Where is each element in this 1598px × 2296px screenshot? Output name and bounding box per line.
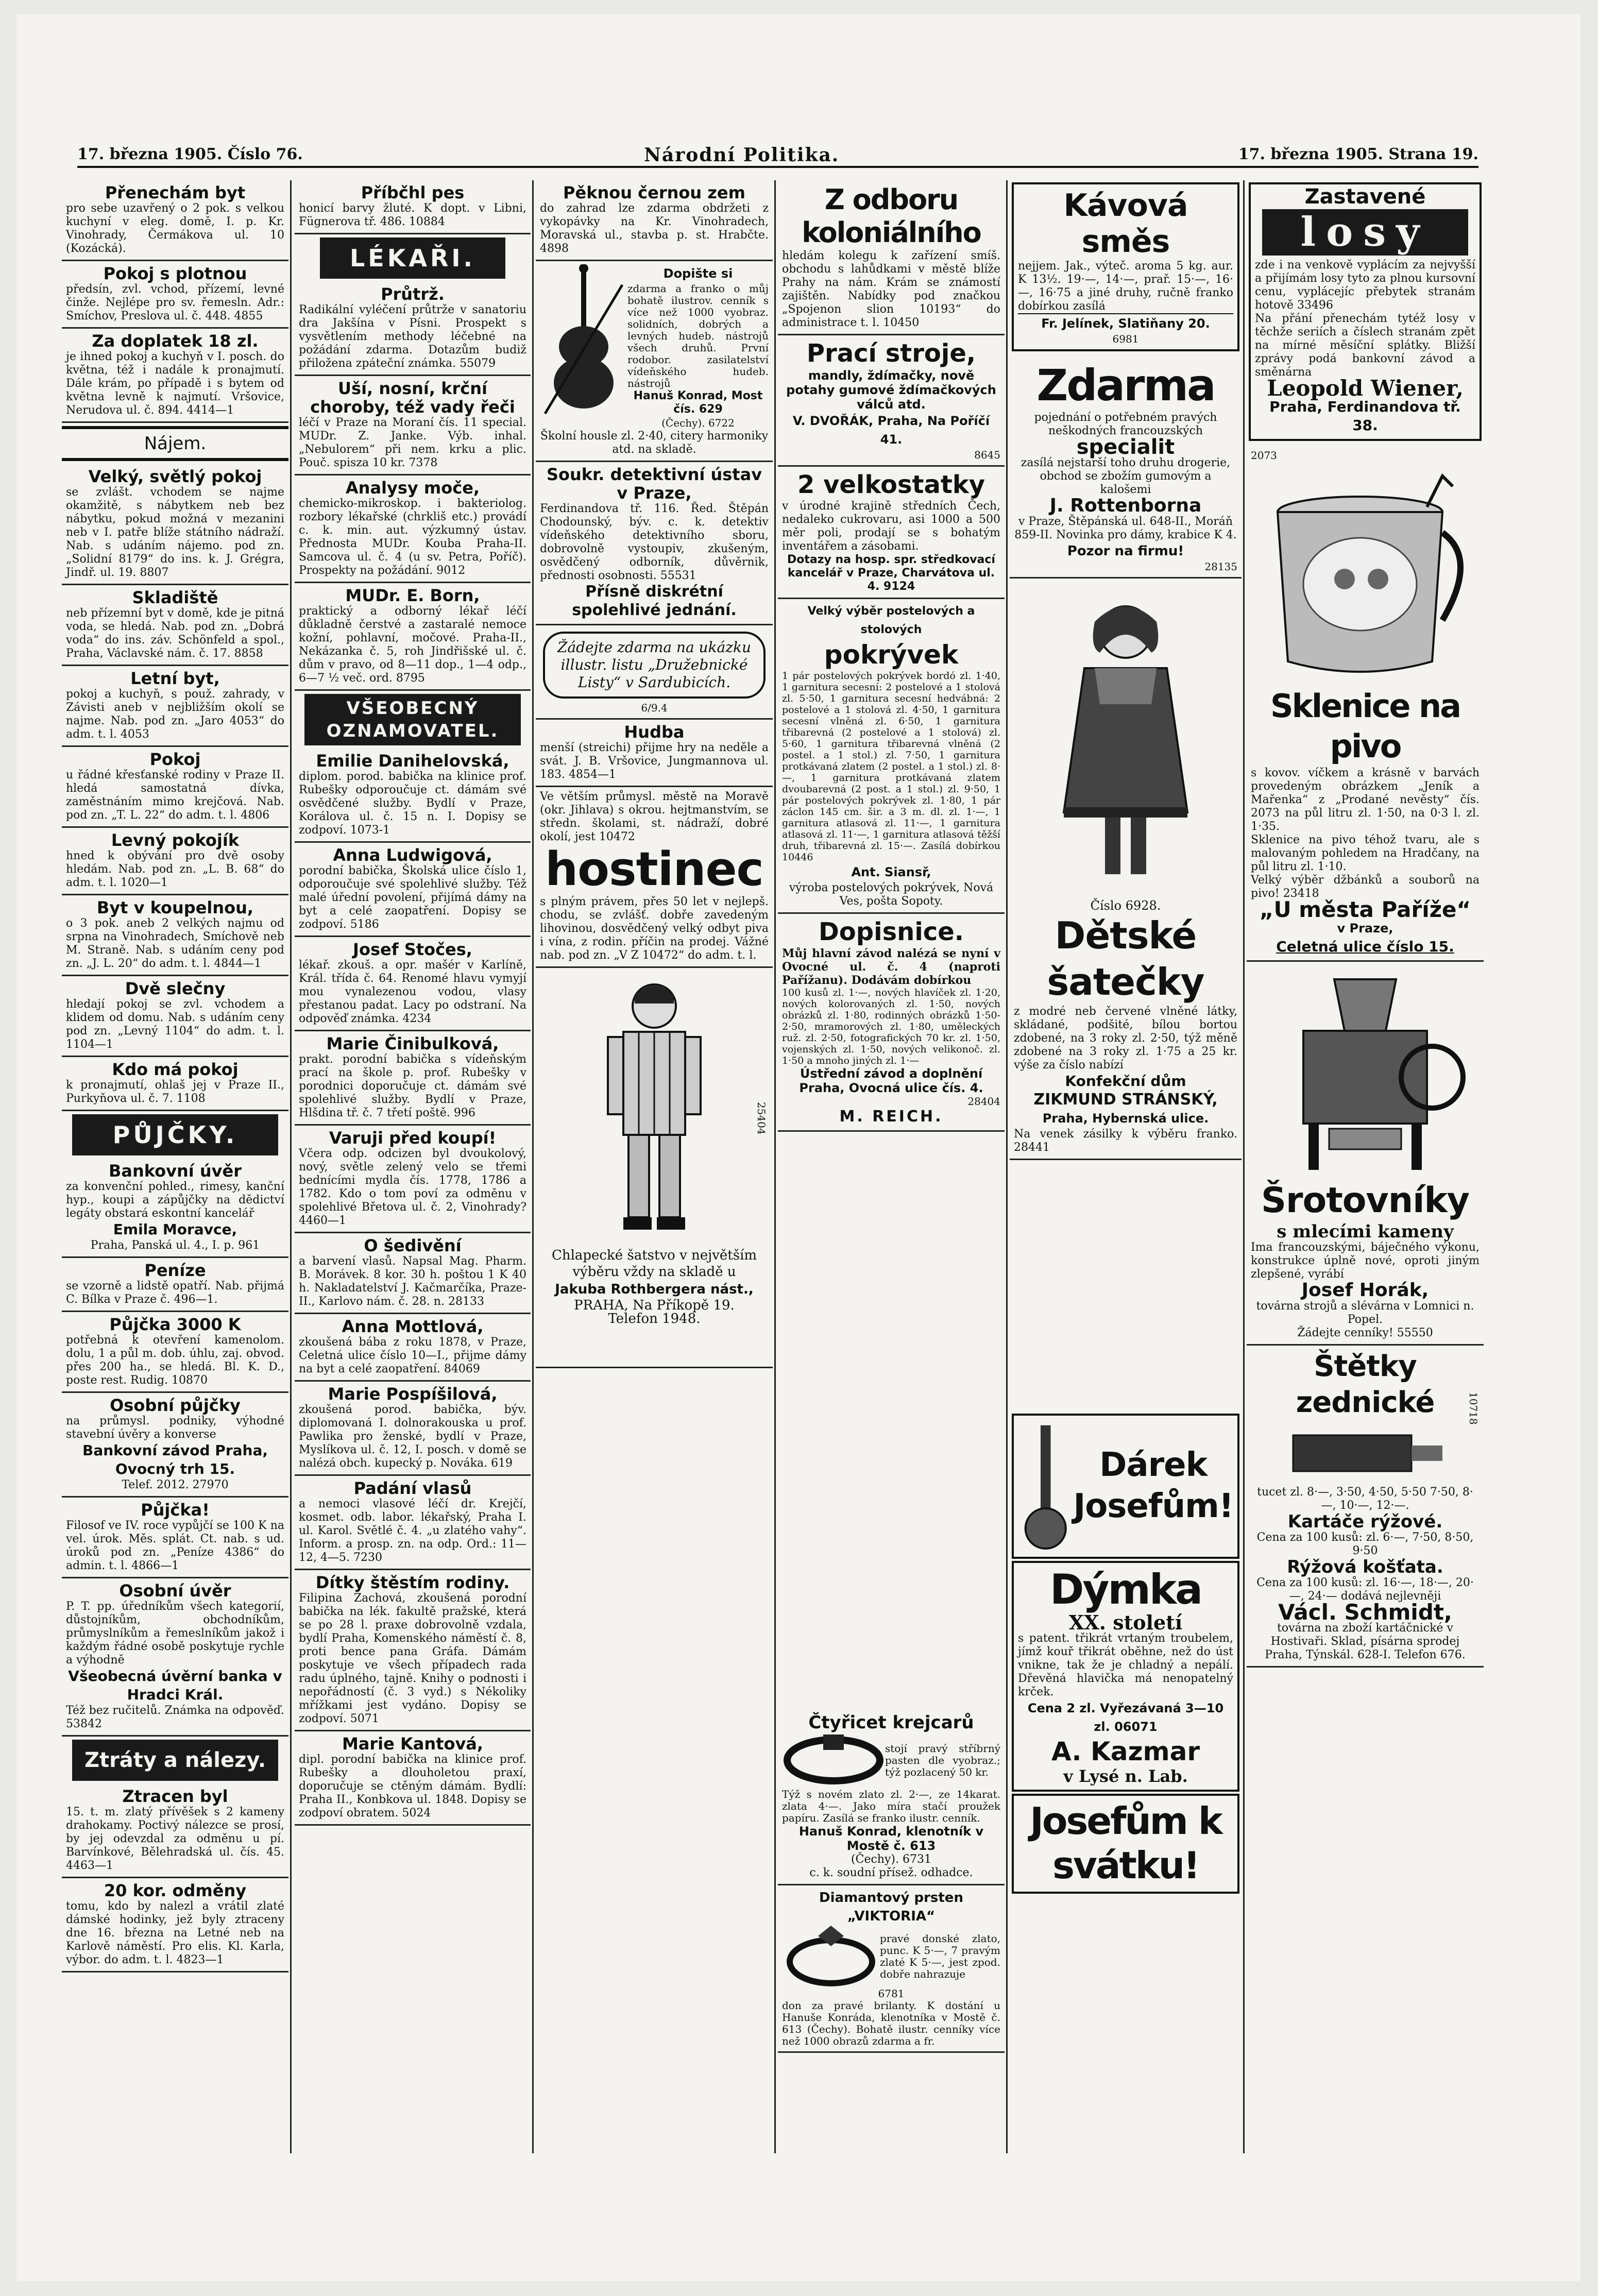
ad-text: Týž s novém zlato zl. 2·—, ze 14karat. zlata 4·—. Jako míra stačí proužek papíru. Zasílá se franko ilustr. cenník. [782,1788,1000,1824]
section-banner-general: VŠEOBECNÝ OZNAMOVATEL. [304,694,521,745]
ad-contact: Dotazy na hosp. spr. středkovací kancelář v Praze, Charvátova ul. 4. 9124 [787,553,995,593]
classified-ad [295,376,531,475]
ad-text: Na venek zásilky k výběru franko. 28441 [1014,1128,1237,1154]
ad-text: pojednání o potřebném pravých neškodných francouzských [1034,411,1217,437]
ad-text: neb přízemní byt v domě, kde je pitná voda, se hledá. Nab. pod zn. „Dobrá voda“ do ins. záv. Schönfeld a spol., Praha, Václavské nám. č. 17. 8858 [66,607,284,660]
ad-text: Chlapecké šatstvo v největším výběru vždy na skladě u [551,1248,757,1280]
ad-subheadline: Konfekční dům [1065,1073,1186,1090]
ad-text: Můj hlavní závod nalézá se nyní v Ovocné ul. č. 4 (naproti Pařížanu). Dodávám dobírkou [782,947,1000,987]
ad-heading: Uší, nosní, krční choroby, též vady řeči [310,379,515,417]
ad-address: Též bez ručitelů. Známka na odpověď. 53842 [66,1704,284,1730]
ad-firm: Hanuš Konrad, Most čís. 629 [633,389,763,416]
ad-heading: Emilie Danihelovská, [316,751,509,771]
page-header [77,145,1478,168]
column-4-lower [1010,1411,1242,1896]
ad-text: hledám kolegu k zařízení smíš. obchodu s lahůdkami v městě blíže Prahy na nám. Krám se známostí zajištěn. Nabídky pod značkou „Spojenon slion 10193“ do administrace t. l. 10450 [782,249,1000,329]
ad-heading: Velký, světlý pokoj [88,467,262,486]
ring-ad [778,1885,1005,2053]
ad-number: 28135 [1204,560,1237,573]
column-mid-lower [778,1710,1005,2053]
classified-ad [295,843,531,937]
ad-headline: Dárek Josefům! [1073,1446,1233,1525]
classified-ad [62,1057,288,1111]
ad-heading: Hudba [624,722,685,742]
ad-headline: losy [1262,209,1468,256]
ad-heading: Letní byt, [130,669,220,688]
ad-text: na průmysl. podniky, výhodné stavební úvěry a konverse [66,1415,284,1441]
ad-text: zdarma a franko o můj bohatě ilustrov. cenník s více než 1000 vyobraz. solidních, dobrých a levných hudeb. nástrojů všech druhů. První rodobor. zasilatelství vídeňského hudeb. nástrojů [627,282,769,389]
beer-stein-illustration [1257,466,1473,682]
ad-firm: „U města Paříže“ [1259,897,1471,922]
ad-text: potřebná k otevření kamenolom. dolu, 1 a půl m. dob. úhlu, zaj. obvod. přes 200 ha., se hledá. Bl. K. D., poste rest. Rudig. 10870 [66,1334,284,1387]
ad-text: diplom. porod. babička na klinice prof. Rubešky odporoučuje ct. dámám své osvědčené služby. Bydlí v Praze, Korálova ul. č. 15 n. I. Dopisy se zodpoví. 1073-1 [299,770,526,837]
ad-text: hned k obývání pro dvě osoby hledám. Nab. pod zn. „L. B. 68“ do adm. t. l. 1020—1 [66,849,284,889]
ad-text: pravé donské zlato, punc. K 5·—, 7 pravým zlaté K 5·—, jest zpod. dobře nahrazuje [880,1932,1000,1980]
column-rule [532,180,534,2153]
ad-subheadline: specialit [1076,435,1175,459]
ad-headline: Dýmka [1049,1566,1202,1613]
grinder-ad [1247,962,1484,1346]
ad-text: s plným právem, přes 50 let v nejlepš. chodu, se zvlášť. dobře zavedeným lihovinou, dosvědčený velký odbyt piva i vína, z rodin. příčin na prodej. Vážné nab. pod zn. „V Z 10472“ do adm. t. l. [540,895,769,962]
ad-text: k pronajmutí, ohlaš jej v Praze II., Purkyňova ul. č. 7. 1108 [66,1079,284,1105]
ad-number: 10718 [1467,1392,1480,1425]
ad-firm: Jakuba Rothbergera nást., [555,1282,754,1297]
classified-ad [62,585,288,666]
classified-ad [295,583,531,691]
ad-headline: Sklenice na pivo [1270,687,1460,765]
classified-ad [62,1312,288,1393]
ad-heading: Dítky štěstím rodiny. [315,1573,510,1592]
ad-headline: Kávová směs [1063,188,1188,260]
ad-heading: Dopište si [663,266,733,281]
column-3 [536,180,773,1368]
ad-headline: 2 velkostatky [797,470,985,499]
ad-address: Telef. 2012. 27970 [122,1478,229,1491]
ad-subheadline: Kartáče rýžové. [1287,1511,1443,1532]
ad-text: zkoušená bába z roku 1878, v Praze, Celetná ulice číslo 10—I., přijme dámy na byt a celé zaopatření. 84069 [299,1336,526,1375]
ad-heading: Marie Činibulková, [326,1034,499,1053]
column-mid [778,180,1005,1132]
ad-text: se vzorně a lidstě opatří. Nab. přijmá C. Bílka v Praze č. 496—1. [66,1280,284,1306]
classified-ad [62,1498,288,1578]
ad-text: v úrodné krajině středních Čech, nedaleko cukrovaru, asi 1000 a 500 měr poli, prodají se s bohatým inventářem a zásobami. [782,500,1000,553]
ad-heading: Průtrž. [381,284,445,304]
ad-text: honicí barvy žluté. K dopt. v Libni, Fügnerova tř. 486. 10884 [299,202,526,228]
ad-heading: MUDr. E. Born, [345,586,480,605]
ad-heading: Bankovní úvěr [108,1161,242,1181]
ad-text: Ima francouzskými, báječného výkonu, konstrukce úplně nové, oproti jiným zlepšené, vyrábí [1251,1241,1480,1281]
column-rule [774,180,776,2153]
header-date-page: 17. března 1905. Strana 19. [1238,145,1478,163]
classified-ad [62,1393,288,1498]
ad-text: praktický a odborný lékař léčí důkladně čerstvé a zastaralé nemoce kožní, pohlavní, močové. Praha-II., Nekázanka č. 5, roh Jindřišské ul. č. dům v pravo, od 8—11 dop., 1—4 odp., 6—7 ½ več. ord. 8795 [299,605,526,685]
ad-text: P. T. pp. úředníkům všech kategorií, důstojníkům, obchodníkům, průmyslníkům a řemeslníkům jakož i každým řádné osobě poskytuje rychle a výhodně [66,1600,284,1666]
ad-text: Ve větším průmysl. městě na Moravě (okr. Jihlava) s okrou. hejtmanstvím, se středn. školami, st. nádraží, dobré okolí, jest 10472 [540,790,769,843]
ad-subheadline: s mlecími kameny [1277,1221,1454,1242]
ad-heading: Půjčka 3000 K [109,1315,241,1334]
ad-text: zde i na venkově vyplácím za nejvyšší a přijímám losy tyto za plnou kursovní cenu, vyplácejíc přebytek stranám hotově 33496 [1255,259,1475,312]
ad-subheadline: XX. století [1068,1611,1183,1634]
classified-ad [62,1578,288,1737]
ad-number: 8645 [974,449,1000,461]
classified-ad [62,828,288,895]
newsletter-ad [536,625,773,720]
section-banner-lost-found: Ztráty a nálezy. [72,1740,278,1781]
ad-address: v Lysé n. Lab. [1063,1766,1188,1786]
ad-street: Celetná ulice číslo 15. [1276,938,1454,955]
ad-address: PRAHA, Na Příkopě 19. [574,1298,735,1313]
ad-headline: Šrotovníky [1261,1180,1470,1221]
pipe-illustration [1018,1419,1073,1553]
ad-text: tomu, kdo by nalezl a vrátil zlaté dámské hodinky, jež byly ztraceny dne 16. března na Letné neb na Karlově náměstí. Pro elis. Kl. Karla, výbor. do adm. t. l. 4823—1 [66,1900,284,1966]
ad-price: Cena 2 zl. Vyřezávaná 3—10 zl. 06071 [1027,1701,1224,1734]
ad-text: porodní babička, Školská ulice číslo 1, odporoučuje své spolehlivé služby. Též malé úřední povolení, přijímá dámy na byt a celé zaopatření. Dopisy se zodpoví. 5186 [299,864,526,931]
ad-text: Velký výběr džbánků a souborů na pivo! 23418 [1251,874,1480,900]
classified-ad [295,180,531,234]
ad-heading: Padání vlasů [353,1478,472,1498]
newspaper-title: Národní Politika. [644,144,840,166]
column-rule [290,180,292,2153]
ad-heading: 20 kor. odměny [104,1881,247,1900]
ad-firm: Josef Horák, [1301,1280,1429,1301]
ad-text: 100 kusů zl. 1·—, nových hlavíček zl. 1·20, nových kolorovaných zl. 1·50, nových obrázků zl. 1·80, rodinných obrázků 1·50-2·50, mramorových zl. 1·80, uměleckých ruž. zl. 2·50, fotografických 70 kr. zl. 1·50, vojenských zl. 1·50, nových velikonoč. zl. 1·50 a mnoho jiných zl. 1·— [782,987,1000,1066]
inn-ad [536,787,773,968]
ad-heading: Skladiště [132,588,218,607]
ad-headline: Štětky zednické [1296,1350,1435,1419]
section-banner-loans: PŮJČKY. [72,1114,278,1155]
ad-address: v Praze, [1337,921,1393,936]
ad-text: léčí v Praze na Moraní čís. 11 special. MUDr. Z. Janke. Výb. inhal. „Nebulorem“ při nem. krku a plic. Pouč. spisza 10 kr. 7378 [299,416,526,469]
ad-text: Na přání přenechám tytéž losy v těchže seriích a číslech stranám zpět na mírné měsíční splátky. Bližší zprávy podá bankovní závod a směnárna [1255,312,1475,379]
ad-text: s patent. třikrát vrtaným troubelem, jímž kouř třikrát oběhne, než do úst vnikne, tak že je chladný a nepálí. Dřevěná hlavička má nenopatelný krček. [1018,1632,1233,1698]
ad-subheadline: Velký výběr postelových a stolových [807,605,975,636]
violin-illustration [540,264,627,419]
classified-ad [295,1126,531,1233]
ad-heading: Anna Mottlová, [342,1317,484,1336]
ad-text: prakt. porodní babička s vídeňským prací na škole p. prof. Rubešky v porodnici doporučuje ct. dámám své spolehlivé služby. Bydlí v Praze, Hlšdina tř. č. 7 třetí poště. 996 [299,1053,526,1119]
ad-text: Cena za 100 kusů: zl. 16·—, 18·—, 20·—, 24·— dodává nejlevněji [1256,1576,1474,1603]
ad-text: tucet zl. 8·—, 3·50, 4·50, 5·50 7·50, 8·—, 10·—, 12·—. [1257,1486,1473,1512]
beer-glass-ad [1247,446,1484,962]
classified-ad [778,467,1005,599]
ad-firm: Hanuš Konrad, klenotník v Mostě č. 613 [798,1824,984,1853]
ad-text: předsín, zvl. vchod, přízemí, levné činže. Nejlépe pro sv. řemesln. Adr.: Smíchov, Preslova ul. č. 448. 4855 [66,283,284,322]
classified-ad [62,1784,288,1878]
bracelet-ad [778,1710,1005,1885]
ad-heading: Analysy moče, [345,478,480,498]
ad-address: v Praze, Štěpánská ul. 648-II., Moráň 859-II. Novinka pro dámy, krabice K 4. [1014,515,1237,541]
classified-ad [295,475,531,583]
ad-heading: Osobní půjčky [110,1396,241,1415]
ad-number: 25404 [755,1102,768,1135]
ad-address: (Čechy). 6722 [661,417,735,429]
ad-signature: M. REICH. [839,1108,943,1126]
ad-text: don za pravé brilanty. K dostání u Hanuše Konráda, klenotníka v Mostě č. 613 (Čechy). Bohatě ilustr. cenníky více než 1000 obrazů zdarma a fr. [782,1999,1000,2047]
classified-ad [295,937,531,1031]
ad-heading: Osobní úvěr [119,1581,231,1601]
grinder-illustration [1262,969,1468,1175]
ad-text: Radikální vyléčení průtrže v sanatoriu dra Jakšína v Písni. Prospekt s vysvětlením methody léčebné na požádání zdarma. Dotazům budiž přiložena zpáteční známka. 55079 [299,303,526,370]
ad-firm: Emila Moravce, [113,1221,237,1238]
ad-firm: Bankovní závod Praha, Ovocný trh 15. [82,1442,268,1477]
ad-text: Včera odp. odcizen byl dvoukolový, nový, světle zelený velo se třemi bednícími mydla čís. 1778, 1786 a 1782. Kdo o tom poví za odměnu v spolehlivé Břetova ul. č. 2, Vinohrady? 4460—1 [299,1147,526,1227]
ad-headline: Diamantový prsten „VIKTORIA“ [819,1890,963,1924]
ad-firm: A. Kazmar [1051,1737,1200,1766]
childrens-clothing-ad [536,968,773,1368]
classified-ad [536,180,773,261]
ad-text: nejjem. Jak., výteč. aroma 5 kg. aur. K 13½. 19·—, 14·—, prař. 15·—, 16·—, 16·75 a jiné druhy, ručně franko dobírkou zasílá [1018,260,1233,313]
ad-slogan: Přísně diskrétní spolehlivé jednání. [572,583,737,619]
ad-text: menší (streichi) přijme hry na neděle a svát. J. B. Vršovice, Jungmannova ul. 183. 4854—1 [540,741,769,781]
ad-headline: hostinec [545,842,763,896]
ad-heading: Marie Kantová, [342,1734,484,1754]
classified-ad [62,666,288,747]
ad-firm: Všeobecná úvěrní banka v Hradci Král. [68,1668,282,1703]
ad-heading: Pokoj s plotnou [103,264,247,283]
classified-ad [62,747,288,828]
ad-text: pokoj a kuchyň, s použ. zahrady, v Závisti aneb v nejbližším okolí se najme. Nab. pod zn. „Jaro 4053“ do adm. t. l. 4053 [66,688,284,741]
ad-item-number: Číslo 6928. [1090,898,1161,913]
ad-firm: Leopold Wiener, [1267,376,1464,401]
ad-heading: Marie Pospíšilová, [328,1384,498,1404]
classified-ad [62,261,288,329]
ad-text: dipl. porodní babička na klinice prof. Rubešky a dlouholetou praxí, doporučuje se ctěným dámám. Bydlí: Praha II., Konbkova ul. 1848. Dopisy se zodpoví obratem. 5024 [299,1753,526,1819]
ad-text: Ferdinandova tř. 116. Řed. Štěpán Chodounský, býv. c. k. detektiv vídeňského detektivního sboru, dobrovolně vystoupiv, zkušeným, osvědčený odborník, důvěrnik, přednosti osobnosti. 55531 [540,502,769,582]
classified-ad [778,914,1005,1132]
name-day-ad [1012,1794,1239,1894]
ad-heading: Byt v koupelnou, [96,898,254,917]
pipe-ad [1012,1561,1239,1792]
ad-heading: Přenechám byt [105,183,246,202]
ad-subheadline: Zastavené [1304,185,1426,209]
column-rule [1243,180,1245,2153]
ad-text: do zahrad lze zdarma obdržeti z vykopávky na Kr. Vinohradech, Moravská ul., stavba p. st. Hrabčte. 4898 [540,202,769,255]
ad-text: u řádné křesťanské rodiny v Praze II. hledá samostatná dívka, zaměstnáním mimo krejčová. Nab. pod zn. „T. L. 22“ do adm. t. l. 4806 [66,769,284,822]
ad-address: Praha, Ferdinandova tř. 38. [1269,398,1461,434]
ad-firm: Václ. Schmidt, [1278,1600,1452,1625]
classified-ad [295,1382,531,1476]
ad-headline: Z odboru koloniálního [802,183,981,249]
violin-ad [536,261,773,462]
ad-heading: Josef Stočes, [353,940,472,959]
ad-text: se zvlášt. vchodem se najme okamžitě, s nábytkem neb bez nábytku, pokud možná v mezanini neb v I. patře blíže státního nádraží. Nab. s udáním nájemo. pod zn. „Solidní 8179“ do ins. k. J. Grégra, Jindř. ul. 19. 8807 [66,486,284,579]
lottery-ad [1249,182,1482,441]
classified-ad [62,895,288,976]
classified-ad [295,282,531,376]
ad-text: 15. t. m. zlatý přívěšek s 2 kameny drahokamy. Poctivý nálezce se prosí, by jej odevzdal za odměnu u pí. Barvínkové, Bělehradská ul. čís. 45. 4463—1 [66,1806,284,1872]
ad-text: zasílá nejstarší toho druhu drogerie, obchod se zbožím gumovým a kalošemi [1021,456,1231,496]
free-brochure-ad [1010,356,1242,579]
ad-address: továrna na zboží kartáčnické v Hostivaři. Sklad, písárna sprodej Praha, Týnskál. 628-I. Telefon 676. [1265,1622,1466,1661]
classified-ad [62,329,288,423]
ad-text: za konvenční pohled., rimesy, kanční hyp., koupi a zápůjčky na dědictví legáty obstará eskontní kancelář [66,1180,284,1220]
ad-number: 6781 [878,1987,905,2000]
ad-heading: O šedivění [364,1236,462,1255]
classified-ad [62,1878,288,1972]
ad-text: je ihned pokoj a kuchyň v I. posch. do května, též i nadále k pronajmutí. Dále krám, po případě i s bytem od května levně k najmutí. Vršovice, Nerudova ul. č. 894. 4414—1 [66,350,284,417]
ad-text: mandly, ždímačky, nově potahy gumové ždímačkových válců atd. [786,368,996,412]
ad-headline: Dětské šatečky [1047,914,1204,1004]
classified-ad [295,1031,531,1126]
ad-address: (Čechy). 6731 [851,1853,931,1866]
ad-heading: Soukr. detektivní ústav v Praze, [546,465,762,503]
ad-text: zkoušená porod. babička, býv. diplomovaná I. dolnorakouska u prof. Pawlika pro ženské, bydlí v Praze, Myslíkova ul. č. 12, I. posch. v domě se nalézá obch. kupecký p. Nováka. 619 [299,1403,526,1470]
ad-phone: Telefon 1948. [608,1311,701,1326]
classified-ad [295,749,531,843]
column-1 [62,180,288,1972]
brush-illustration [1283,1425,1448,1482]
brush-ad [1247,1346,1484,1668]
ad-text: lékař. zkouš. a opr. mašér v Karlíně, Král. třída č. 64. Renomé hlavu vymyjí mou vynalezenou vodou, vlasy přestanou padat. Lacy po odstraní. Na odpověď známka. 4234 [299,959,526,1025]
classified-ad [536,462,773,625]
ad-heading: Dvě slečny [125,979,226,998]
ad-firm: ZIKMUND STRÁNSKÝ, [1033,1091,1218,1109]
ad-firm: V. DVOŘÁK, Praha, Na Poříčí 41. [792,414,990,447]
ad-heading: Za doplatek 18 zl. [92,331,259,351]
column-2 [295,180,531,1826]
girls-dress-ad [1010,579,1242,1160]
ad-text: Školní housle zl. 2·40, citery harmoniky atd. na skladě. [540,430,769,456]
ad-headline: Prací stroje, [806,339,976,368]
ad-text: a nemoci vlasové léčí dr. Krejčí, kosmet. odb. labor. lékařský, Praha I. ul. Karol. Světlé č. 4. „u zlatého vahy“. Inform. a prosp. zn. na odp. Ord.: 11—12, 4—5. 7230 [299,1498,526,1564]
ad-address: výroba postelových pokrývek, Nová Ves, pošta Sopoty. [789,881,994,908]
ad-address: továrna strojů a slévárna v Lomnici n. Popel. [1256,1300,1474,1326]
ad-heading: Anna Ludwigová, [333,845,492,865]
ad-heading: Varuji před koupí! [329,1128,497,1148]
classified-ad [62,976,288,1057]
ad-text: s kovov. víčkem a krásně v barvách provedeným obrázkem „Jeník a Mařenka“ z „Prodané nevěsty“ čís. 2073 na půl litru zl. 1·50, na 0·3 l. zl. 1·35. [1251,767,1480,833]
ad-heading: Pokoj [149,750,201,769]
ad-text: chemicko-mikroskop. i bakteriolog. rozbory lékařské (chrkliš etc.) provádí c. k. min. aut. výzkumný ústav. Přednosta MUDr. Kouba Praha-II. Samcova ul. č. 4 (u sv. Petra, Poříč). Prospekty na požádání. 9012 [299,497,526,577]
gift-ad [1012,1414,1239,1559]
classified-ad [295,1570,531,1731]
ad-heading: Kdo má pokoj [112,1060,239,1079]
ad-text: pro sebe uzavřený o 2 pok. s velkou kuchyní v eleg. domě, I. p. Kr. Vinohrady, Čermákova ul. 10 (Kozácká). [66,202,284,255]
classified-ad [778,599,1005,914]
classified-ad [295,1314,531,1382]
ad-number: 6981 [1112,333,1139,345]
bracelet-illustration [782,1732,885,1789]
ad-heading: Peníze [144,1261,206,1280]
ad-text: Sklenice na pivo téhož tvaru, ale s malovaným pohledem na Hradčany, na půl litru zl. 1·10. [1251,834,1480,873]
classified-ad [62,180,288,261]
classified-ad [778,335,1005,467]
boy-illustration [587,975,721,1243]
ad-text: Žádejte cenníky! 55550 [1297,1326,1433,1339]
ad-heading: Příbčhl pes [361,183,465,202]
classified-ad [62,1159,288,1258]
ad-address: Praha, Panská ul. 4., I. p. 961 [90,1239,260,1252]
ring-illustration [782,1926,880,1987]
ad-firm: J. Rottenborna [1049,495,1202,516]
ad-address: Praha, Hybernská ulice. [1042,1111,1209,1126]
ad-number: 28404 [967,1095,1000,1108]
ad-text: Cena za 100 kusů: zl. 6·—, 7·50, 8·50, 9·50 [1256,1531,1474,1557]
ad-text: o 3 pok. aneb 2 velkých najmu od srpna na Vinohradech, Smíchově neb M. Straně. Nab. s udáním ceny pod zn. „J. L. 20“ do adm. t. l. 4844—1 [66,917,284,970]
ad-text: c. k. soudní přísež. odhadce. [809,1866,973,1879]
ad-headline: Zdarma [1036,360,1215,411]
ad-number: 6/9.4 [641,702,668,714]
classified-ad [536,720,773,787]
coffee-ad [1012,182,1239,351]
ad-text: 1 pár postelových pokrývek bordó zl. 1·40, 1 garnitura secesní: 2 postelové a 1 stolová zl. 5·50, 1 garnitura secesní hedvábná: 2 postelové a 1 stolová zl. 4·50, 1 garnitura secesní vlněná zl. 6·50, 1 garnitura třibarevná (2 postelové a 1 stolová) zl. 5·60, 1 garnitura třibarevná vlněná (2 postel. a 1 stol.) zl. 7·50, 1 garnitura protkávaná zlatem (2 postel. a 1 stol.) zl. 8·—, 1 garnitura protkávaná zlatem dvoubarevná (2 post. a 1 stol.) zl. 9·50, 1 pár postelových pokrývek zl. 1·80, 1 pár záclon 145 cm. šir. a 3 m. dl. zl. 1·—, 1 garnitura atlasová zl. 11·—, 1 garnitura atlasová zl. 11·—, 1 garnitura atlasová těžší druh, třibarevná zl. 15·—. Zasílá dobírkou 10446 [782,670,1000,863]
ad-heading: Levný pokojík [111,830,240,850]
classified-ad [295,1731,531,1826]
ad-text: stojí pravý stříbrný pasten dle vyobraz.; týž pozlacený 50 kr. [885,1742,1000,1778]
header-date-issue: 17. března 1905. Číslo 76. [77,145,303,163]
ad-text: Filipina Zachová, zkoušená porodní babička na lék. fakultě pražské, která se po 28 l. praxe dobrovolně vzdala, bydlí Praha, Komenského náměstí č. 8, proti bence pana Gráfa. Dámám poskytuje ve všech případech rada radu úplného, tajně. Knihy o podnosti i nepořádností (č. 3 vyd.) s Nékoliky mřížkami jest vydáno. Dopisy se zodpoví. 5071 [299,1592,526,1725]
ad-heading: Pěknou černou zem [563,183,745,202]
classified-ad [295,1233,531,1314]
section-heading-rent: Nájem. [62,426,288,461]
section-banner-doctors: LÉKAŘI. [320,237,505,279]
ad-subheadline: Rýžová košťata. [1287,1557,1443,1577]
column-5 [1247,180,1484,1668]
ad-text: Žádejte zdarma na ukázku illustr. listu „Družebnické Listy“ v Sardubicích. [557,639,752,691]
ad-text: Filosof ve IV. roce vypůjčí se 100 K na vel. úrok. Měs. splát. Ct. nab. s ud. úroků pod zn. „Peníze 4386“ do admin. t. l. 4866—1 [66,1519,284,1572]
column-rule [1006,180,1008,2153]
ad-headline: pokrývek [824,640,959,670]
classified-ad [62,464,288,585]
classified-ad [62,1258,288,1312]
classified-ad [778,180,1005,335]
column-4 [1010,180,1242,1160]
ad-heading: Půjčka! [141,1500,210,1520]
ad-text: z modré neb červené vlněné látky, skládané, podšité, bílou bortou zdobené, na 3 roky zl. 2·50, týž měně zdobené na 3 roky zl. 1·75 a 25 kr. výše za číslo nabízí [1014,1005,1237,1072]
ad-headline: Dopisnice. [818,917,964,946]
ad-firm: Ant. Siansř, [851,865,931,879]
ad-firm: Fr. Jelínek, Slatiňany 20. [1018,313,1233,333]
ad-heading: Ztracen byl [122,1787,228,1806]
ad-number: 2073 [1251,449,1277,462]
ad-headline: Josefům k svátku! [1030,1799,1221,1887]
girl-dress-illustration [1048,586,1203,895]
ad-warning: Pozor na firmu! [1067,543,1184,559]
ad-text: a barvení vlasů. Napsal Mag. Pharm. B. Morávek. 8 kor. 30 h. poštou 1 K 40 h. Nakladatelství J. Kačmarčíka, Praze-II., Karlovo nám. č. 28. n. 28133 [299,1255,526,1308]
ad-headline: Čtyřicet krejcarů [808,1712,974,1733]
ad-text: hledají pokoj se zvl. vchodem a klidem od domu. Nab. s udáním ceny pod zn. „Levný 1104“ do adm. t. l. 1104—1 [66,998,284,1051]
ad-firm: Ústřední závod a doplnění Praha, Ovocná ulice čís. 4. [799,1066,983,1095]
classified-ad [295,1476,531,1570]
